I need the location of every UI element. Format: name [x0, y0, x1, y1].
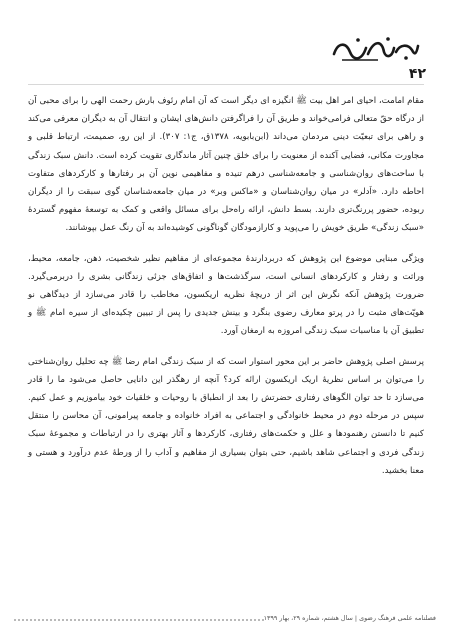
page-number: ۴۲: [408, 66, 426, 82]
journal-logo: [328, 34, 420, 64]
paragraph: مقام امامت، احیای امر اهل بیت ﷺ انگیزه ای دیگر است که آن امام رئوف بارش رحمت الهی را برای محبی آن از درگاه حقّ متعالی فرامی‌خواند و طریق آن را فراگرفتن دانش‌های ایشان و انتقال آن به دیگران معرفی می‌کند و راهی برای تبعیّت دینی مردمان می‌داند (ابن‌بابویه، ۱۳۷۸ق، ج۱: ۳۰۷). از این رو، صمیمت، ارتباط قلبی و مجاورت مکانی، فضایی آکنده از معنویت را برای خلق چنین آثار ماندگاری تقویت کرده است. دانش سبک زندگی با ساحت‌های روان‌شناسی و جامعه‌شناسی درهم تنیده و مفاهیمی نوین آن بر رفتارها و کارکردهای متفاوت احاطه دارد. «اَدلر» در میان روان‌شناسان و «ماکس وبر» در میان جامعه‌شناسان گوی سبقت را از دیگران ربوده، حضور پررنگ‌تری دارند. بسط دانش، ارائه راه‌حل برای مسائل واقعی و کمک به توسعهٔ مفهوم گستردهٔ «سبک زندگی» طریق خویش را می‌پوید و کارازمودگان گوناگونی کوشیده‌اند به آن رنگ عمل بپوشانند.: [28, 96, 424, 234]
header-divider: [28, 84, 424, 85]
journal-logo-mark: [328, 34, 420, 64]
footer-journal-info: فصلنامه علمی فرهنگ رضوی | سال هشتم، شماره ۲۹، بهار ۱۳۹۹: [263, 614, 436, 622]
paragraph: ویژگی مبنایی موضوع این پژوهش که دربردارندهٔ مجموعه‌ای از مفاهیم نظیر شخصیت، ذهن، جامعه، محیط، وراثت و رفتار و کارکردهای انسانی است، سرگذشت‌ها و اتفاق‌های جزئی زندگانی بشری را دربرمی‌گیرد. ضرورت پژوهش آنکه نگرش این اثر از دریچهٔ نظریه اریکسون، مخاطب را قادر می‌سازد از دیدگاهی نو هویّت‌های مثبت را در پرتو معارف رضوی بنگرد و بینش جدیدی را پس از تبیین چکیده‌ای از سیره امام ﷺ و تطبیق آن با مناسبات سبک زندگی امروزه به ارمغان آورد.: [28, 253, 424, 337]
article-body: [28, 92, 424, 492]
footer-dotted-line: [14, 619, 264, 623]
paragraph: پرسش اصلی پژوهش حاضر بر این محور استوار است که از سبک زندگی امام رضا ﷺ چه تحلیل روان‌شناختی را می‌توان بر اساس نظریهٔ اریک اریکسون ارائه کرد؟ آنچه از رهگذر این دانایی حاصل می‌شود ما را قادر می‌سازد تا حد توان الگوهای رفتاری حضرتش را بعد از انطباق با روحیات و خلقیات خود بیاموزیم و عمل کنیم. سپس در مرحله دوم در محیط خانوادگی و اجتماعی به افراد خانواده و جامعه پیرامونی، آن محاسن را منتقل کنیم تا دانستن رهنمودها و علل و حکمت‌های رفتاری، کارکردها و آثار بهتری را در ارتباطات و مجموعهٔ سبک زندگی فردی و اجتماعی شاهد باشیم، حتی بتوان بسیاری از مفاهیم و آداب را از ورطهٔ عدم درآورد و هستی و معنا بخشید.: [28, 356, 424, 476]
page-footer: [14, 614, 436, 626]
